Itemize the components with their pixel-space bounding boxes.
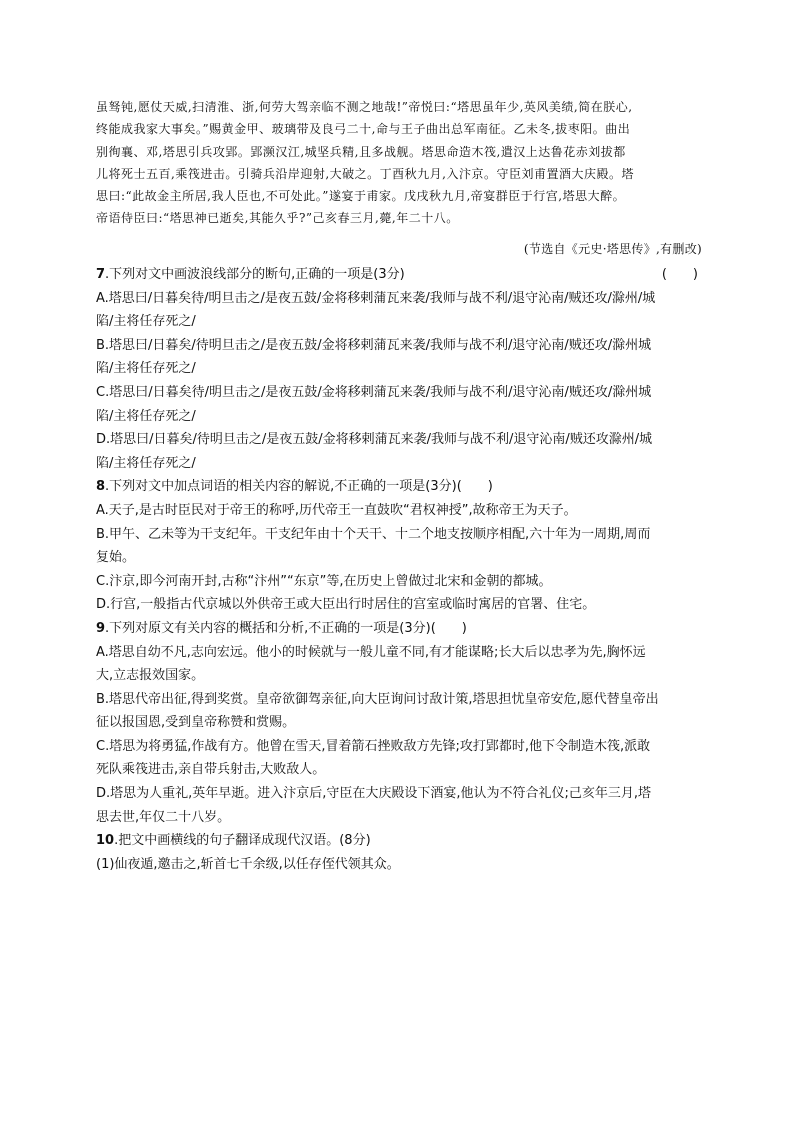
option-line: C.塔思为将勇猛,作战有方。他曾在雪天,冒着箭石挫败敌方先锋;攻打郢都时,他下令制造木筏,派敢 — [96, 738, 651, 754]
question-10-item-1 — [96, 853, 702, 877]
question-7-option-b — [96, 334, 702, 381]
question-text: .下列对原文有关内容的概括和分析,不正确的一项是(3分)( ) — [105, 620, 467, 636]
option-line: A.天子,是古时臣民对于帝王的称呼,历代帝王一直鼓吹“君权神授”,故称帝王为天子。 — [96, 502, 577, 518]
option-line: B.塔思曰/日暮矣/待明旦击之/是夜五鼓/金将移剌蒲瓦来袭/我师与战不利/退守沁南/贼还攻/滁州城 — [96, 337, 652, 353]
passage-line: 终能成我家大事矣。”赐黄金甲、玻璃带及良弓二十,命与王子曲出总军南征。乙未冬,拔枣阳。曲出 — [96, 122, 631, 137]
question-9-option-b — [96, 688, 702, 735]
passage-source: (节选自《元史·塔思传》,有删改) — [523, 242, 702, 256]
question-8-stem — [96, 475, 702, 499]
option-line: 陷/主将任存死之/ — [96, 408, 196, 424]
question-number: 8 — [96, 479, 106, 495]
question-number: 7 — [96, 267, 106, 282]
passage-line: 帝语侍臣曰:“塔思神已逝矣,其能久乎?”己亥春三月,薨,年二十八。 — [96, 211, 459, 226]
passage-line: 别徇襄、邓,塔思引兵攻郢。郢濒汉江,城坚兵精,且多战舰。塔思命造木筏,遣汉上达鲁花赤刘拔都 — [96, 144, 626, 159]
question-8-option-d — [96, 593, 702, 617]
classical-passage — [96, 96, 702, 230]
passage-line: 虽驽钝,愿仗天威,扫清淮、浙,何劳大驾亲临不测之地哉!”帝悦曰:“塔思虽年少,英风美绩,简在朕心, — [96, 100, 633, 114]
question-9-stem — [96, 617, 702, 641]
option-line: D.行宫,一般指古代京城以外供帝王或大臣出行时居住的宫室或临时寓居的官署、住宅。 — [96, 597, 596, 613]
option-line: C.汴京,即今河南开封,古称“汴州”“东京”等,在历史上曾做过北宋和金朝的都城。 — [96, 573, 552, 589]
question-9-option-a — [96, 641, 702, 688]
passage-line: 儿将死士五百,乘筏进击。引骑兵沿岸迎射,大破之。丁酉秋九月,入汴京。守臣刘甫置酒大庆殿。塔 — [96, 166, 634, 181]
option-line: 陷/主将任存死之/ — [96, 361, 196, 377]
option-line: D.塔思曰/日暮矣/待明旦击之/是夜五鼓/金将移剌蒲瓦来袭/我师与战不利/退守沁南/贼还攻滁州/城 — [96, 432, 653, 448]
option-line: C.塔思曰/日暮矣待/明旦击之/是夜五鼓/金将移剌蒲瓦来袭/我师与战不利/退守沁南/贼还攻/滁州城 — [96, 384, 652, 400]
option-line: 陷/主将任存死之/ — [96, 314, 196, 330]
option-line: 征以报国恩,受到皇帝称赞和赏赐。 — [96, 715, 296, 731]
question-8-option-c — [96, 570, 702, 594]
question-7-option-d — [96, 428, 702, 475]
question-7-option-a — [96, 287, 702, 334]
question-10-stem — [96, 829, 702, 853]
option-line: 复始。 — [96, 550, 136, 566]
question-number: 10 — [96, 833, 115, 849]
question-text: .把文中画横线的句子翻译成现代汉语。(8分) — [114, 833, 371, 849]
question-text: .下列对文中画波浪线部分的断句,正确的一项是(3分) — [105, 267, 405, 282]
option-line: 思去世,年仅二十八岁。 — [96, 809, 231, 825]
question-number: 9 — [96, 620, 106, 636]
option-line: 陷/主将任存死之/ — [96, 455, 196, 471]
option-line: A.塔思曰/日暮矣待/明旦击之/是夜五鼓/金将移剌蒲瓦来袭/我师与战不利/退守沁南/贼还攻/滁州/城 — [96, 290, 656, 306]
question-8-option-a — [96, 499, 702, 523]
option-line: 死队乘筏进击,亲自带兵射击,大败敌人。 — [96, 762, 326, 778]
option-line: 大,立志报效国家。 — [96, 668, 205, 684]
question-8-option-b — [96, 523, 702, 570]
option-line: A.塔思自幼不凡,志向宏远。他小的时候就与一般儿童不同,有才能谋略;长大后以忠孝为先,胸怀远 — [96, 644, 646, 660]
question-9-option-d — [96, 782, 702, 829]
translation-sentence: (1)仙夜遁,邀击之,斩首七千余级,以任存侄代领其众。 — [96, 856, 400, 872]
option-line: B.塔思代帝出征,得到奖赏。皇帝欲御驾亲征,向大臣询问讨敌计策,塔思担忧皇帝安危,愿代替皇帝出 — [96, 691, 659, 707]
question-list — [96, 263, 702, 876]
question-7-option-c — [96, 381, 702, 428]
question-7-stem — [96, 263, 702, 287]
option-line: D.塔思为人重礼,英年早逝。进入汴京后,守臣在大庆殿设下酒宴,他认为不符合礼仪;己亥年三月,塔 — [96, 786, 652, 802]
option-line: B.甲午、乙未等为干支纪年。干支纪年由十个天干、十二个地支按顺序相配,六十年为一周期,周而 — [96, 526, 651, 542]
question-9-option-c — [96, 735, 702, 782]
answer-bracket: ( ) — [661, 267, 698, 282]
question-text: .下列对文中加点词语的相关内容的解说,不正确的一项是(3分)( ) — [105, 479, 493, 495]
passage-line: 思曰:“此故金主所居,我人臣也,不可处此。”遂宴于甫家。戊戌秋九月,帝宴群臣于行宫,塔思大醉。 — [96, 189, 626, 204]
